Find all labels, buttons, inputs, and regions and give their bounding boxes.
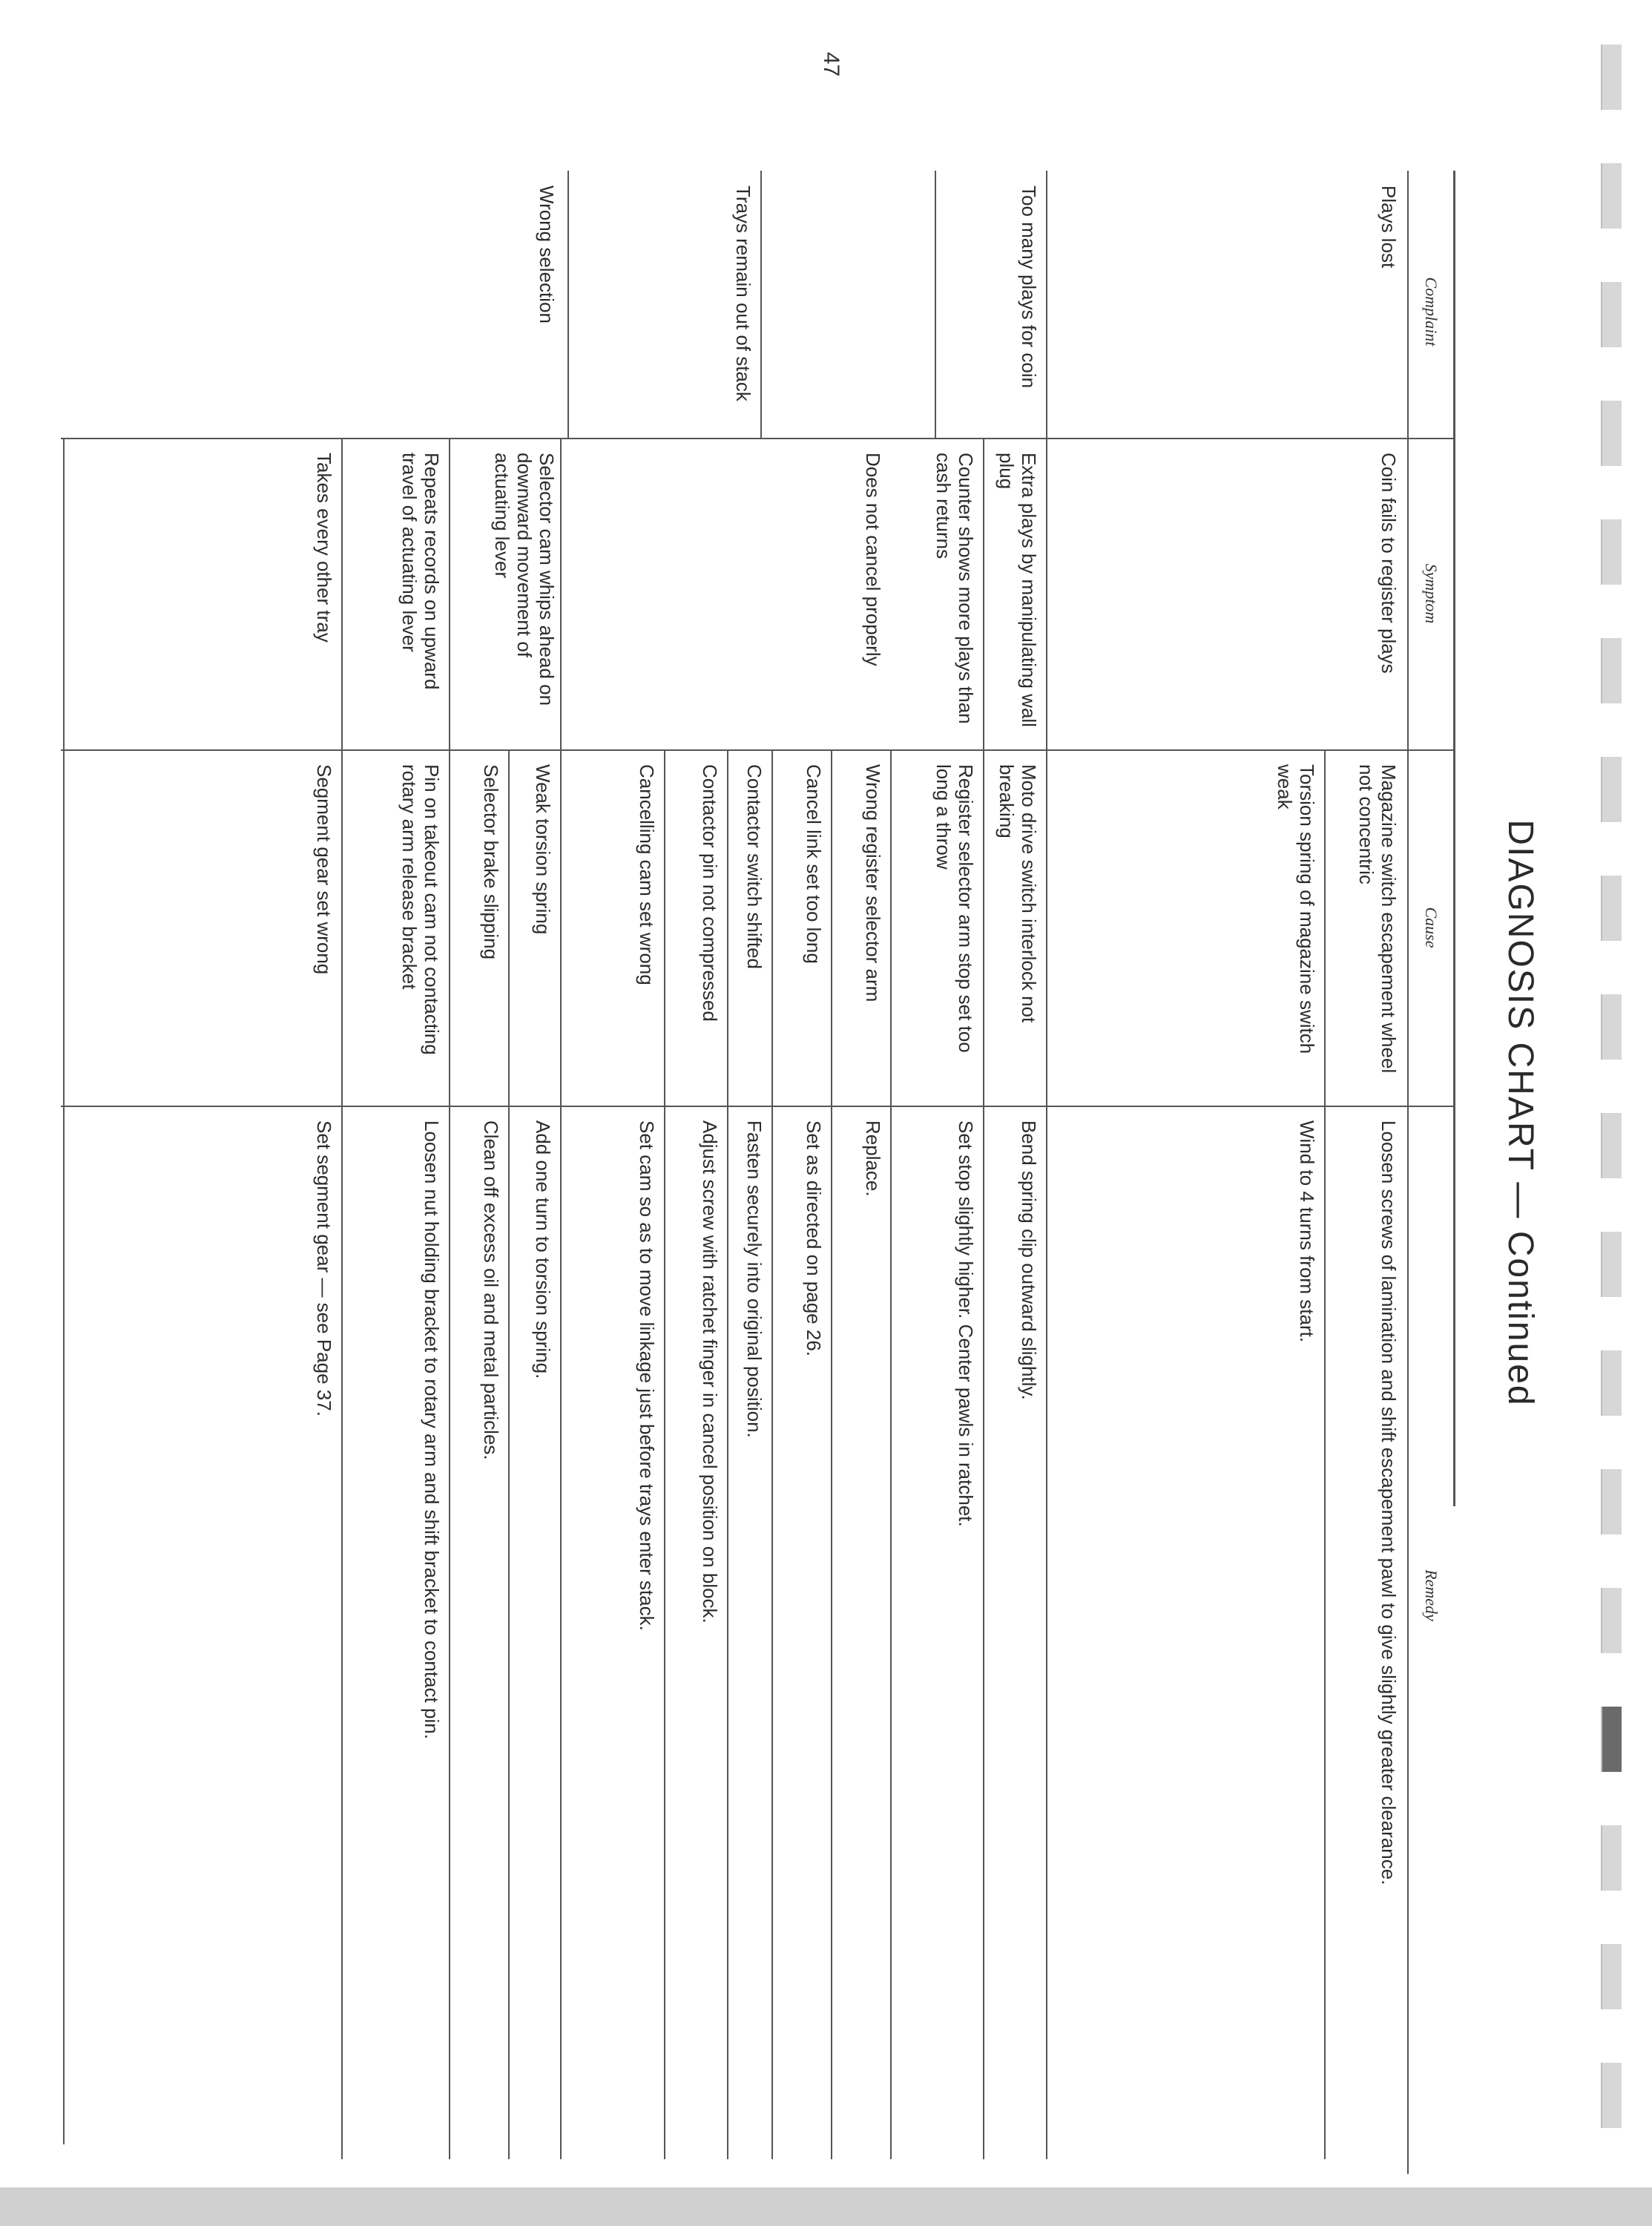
row-rule — [727, 749, 728, 2159]
cause-cell: Pin on takeout cam not contacting rotary arm release bracket — [398, 764, 443, 1055]
row-rule — [890, 749, 892, 2159]
row-rule — [341, 749, 343, 2159]
cause-cell: Segment gear set wrong — [313, 764, 335, 975]
row-rule — [760, 171, 762, 438]
row-rule — [560, 749, 562, 2159]
row-rule — [560, 438, 562, 749]
cause-cell: Selector brake slipping — [480, 764, 502, 960]
remedy-cell: Set segment gear — see Page 37. — [313, 1120, 335, 1416]
remedy-cell: Set as directed on page 26. — [803, 1120, 825, 1357]
header-remedy: Remedy — [1422, 1569, 1441, 1621]
cause-cell: Torsion spring of magazine switch weak — [1274, 764, 1318, 1054]
row-rule — [771, 749, 773, 2159]
row-rule — [664, 749, 665, 2159]
row-rule — [567, 171, 569, 438]
symptom-cell: Coin fails to register plays — [1378, 453, 1400, 674]
header-cause: Cause — [1422, 907, 1441, 948]
row-rule — [983, 438, 984, 749]
symptom-cell: Repeats records on upward travel of actuating lever — [398, 453, 443, 690]
remedy-cell: Fasten securely into original position. — [743, 1120, 766, 1438]
remedy-cell: Bend spring clip outward slightly. — [1018, 1120, 1040, 1400]
remedy-cell: Set stop slightly higher. Center pawls in ratchet. — [955, 1120, 977, 1527]
remedy-cell: Replace. — [862, 1120, 884, 1197]
column-divider — [61, 1106, 1455, 1107]
row-rule — [1046, 171, 1047, 438]
symptom-cell: Selector cam whips ahead on downward movement of actuating lever — [491, 453, 558, 706]
remedy-cell: Clean off excess oil and metal particles. — [480, 1120, 502, 1460]
symptom-cell: Counter shows more plays than cash returns — [932, 453, 977, 724]
cause-cell: Moto drive switch interlock not breaking — [996, 764, 1040, 1023]
page-title: DIAGNOSIS CHART — Continued — [1501, 819, 1540, 1407]
symptom-cell: Takes every other tray — [313, 453, 335, 643]
row-rule — [1046, 438, 1047, 749]
symptom-cell: Extra plays by manipulating wall plug — [996, 453, 1040, 727]
complaint-cell: Wrong selection — [536, 186, 558, 324]
column-divider — [61, 749, 1455, 751]
table-bottom-rule — [63, 438, 65, 2144]
cause-cell: Magazine switch escapement wheel not concentric — [1355, 764, 1400, 1074]
complaint-cell: Too many plays for coin — [1018, 186, 1040, 389]
cause-cell: Contactor switch shifted — [743, 764, 766, 970]
table-top-rule — [1453, 171, 1455, 1506]
row-rule — [983, 749, 984, 2159]
remedy-cell: Loosen nut holding bracket to rotary arm and shift bracket to contact pin. — [421, 1120, 443, 1739]
symptom-cell: Does not cancel properly — [862, 453, 884, 666]
cause-cell: Cancel link set too long — [803, 764, 825, 964]
complaint-cell: Trays remain out of stack — [732, 186, 754, 401]
row-rule — [1324, 749, 1326, 2159]
header-bottom-rule — [1407, 171, 1409, 2174]
header-complaint: Complaint — [1422, 277, 1441, 347]
row-rule — [831, 749, 832, 2159]
cause-cell: Cancelling cam set wrong — [636, 764, 658, 985]
row-rule — [449, 438, 450, 749]
cause-cell: Wrong register selector arm — [862, 764, 884, 1002]
page-number: 47 — [819, 52, 843, 77]
remedy-cell: Wind to 4 turns from start. — [1296, 1120, 1318, 1343]
row-rule — [449, 749, 450, 2159]
remedy-cell: Add one turn to torsion spring. — [532, 1120, 554, 1379]
cause-cell: Contactor pin not compressed — [699, 764, 721, 1022]
cause-cell: Register selector arm stop set too long a throw — [932, 764, 977, 1053]
row-rule — [341, 438, 343, 749]
table-header — [1411, 0, 1448, 2226]
row-rule — [1046, 749, 1047, 2159]
row-rule — [935, 171, 936, 438]
cause-cell: Weak torsion spring — [532, 764, 554, 935]
remedy-cell: Set cam so as to move linkage just before trays enter stack. — [636, 1120, 658, 1631]
remedy-cell: Adjust screw with ratchet finger in cancel position on block. — [699, 1120, 721, 1623]
remedy-cell: Loosen screws of lamination and shift escapement pawl to give slightly greater clearance. — [1378, 1120, 1400, 1885]
row-rule — [508, 749, 510, 2159]
complaint-cell: Plays lost — [1378, 186, 1400, 269]
header-symptom: Symptom — [1422, 563, 1441, 624]
column-divider — [61, 438, 1455, 439]
